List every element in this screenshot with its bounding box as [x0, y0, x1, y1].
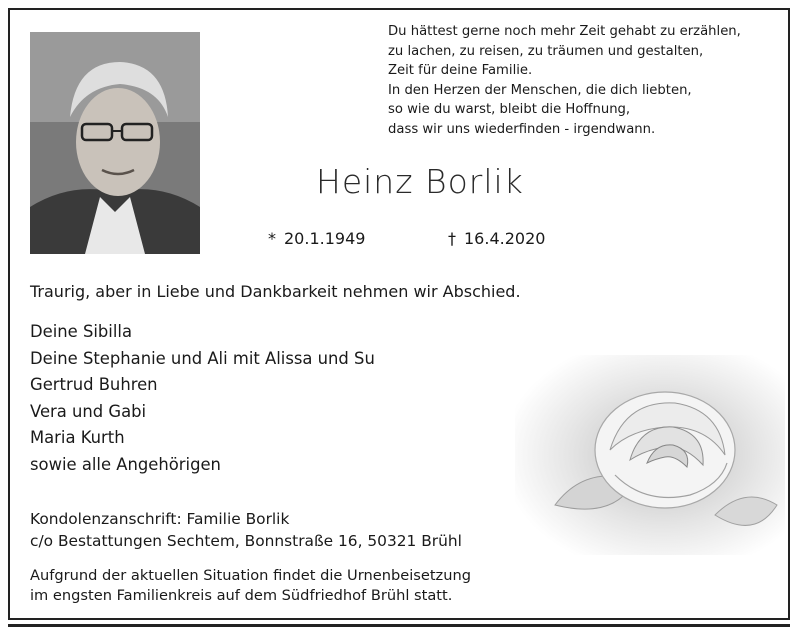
condolence-address — [30, 508, 462, 552]
poem-line: In den Herzen der Menschen, die dich liebten, — [388, 82, 692, 98]
condolence-line: Kondolenzanschrift: Familie Borlik — [30, 510, 290, 528]
portrait-photo — [30, 32, 200, 254]
poem-line: Du hättest gerne noch mehr Zeit gehabt zu erzählen, — [388, 24, 741, 39]
family-member: Gertrud Buhren — [30, 375, 158, 395]
family-list — [30, 319, 375, 479]
death-date: 16.4.2020 — [464, 229, 546, 248]
deceased-name: Heinz Borlik — [316, 162, 524, 201]
family-member: Deine Sibilla — [30, 322, 133, 341]
bottom-border — [8, 624, 790, 627]
notice-line: Aufgrund der aktuellen Situation findet die Urnenbeisetzung — [30, 567, 471, 584]
family-member: Maria Kurth — [30, 428, 125, 448]
family-member: sowie alle Angehörigen — [30, 454, 221, 474]
birth-star-icon: * — [268, 229, 276, 248]
poem-line: so wie du warst, bleibt die Hoffnung, — [388, 102, 631, 118]
death-cross-icon: † — [448, 229, 456, 248]
notice-line: im engsten Familienkreis auf dem Südfriedhof Brühl statt. — [30, 587, 453, 604]
death-date-line — [448, 229, 545, 248]
birth-date: 20.1.1949 — [284, 229, 366, 248]
family-member: Vera und Gabi — [30, 401, 147, 421]
poem-line: dass wir uns wiederfinden - irgendwann. — [388, 121, 656, 137]
poem — [388, 22, 788, 140]
birth-date-line — [268, 229, 365, 248]
poem-line: Zeit für deine Familie. — [388, 63, 533, 79]
poem-line: zu lachen, zu reisen, zu träumen und gestalten, — [388, 43, 704, 59]
farewell-text: Traurig, aber in Liebe und Dankbarkeit nehmen wir Abschied. — [30, 282, 521, 301]
rose-image — [515, 355, 785, 555]
condolence-line: c/o Bestattungen Sechtem, Bonnstraße 16, 50321 Brühl — [30, 532, 462, 550]
family-member: Deine Stephanie und Ali mit Alissa und Su — [30, 348, 375, 368]
burial-notice — [30, 566, 471, 606]
